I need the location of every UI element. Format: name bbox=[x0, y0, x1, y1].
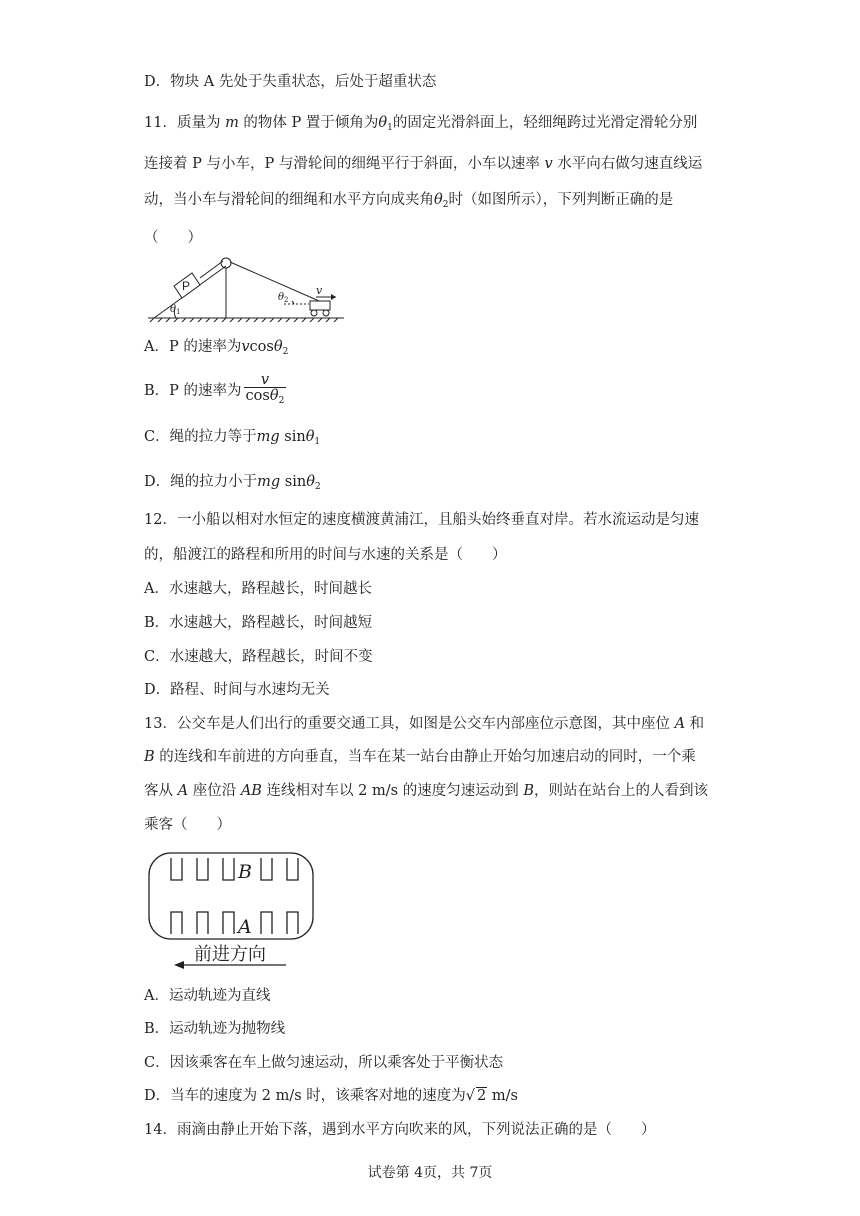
q13-line-2: B 的连线和车前进的方向垂直，当车在某一站台由静止开始匀加速启动的同时，一个乘 bbox=[144, 749, 696, 765]
q12-line-1: 12．一小船以相对水恒定的速度横渡黄浦江，且船头始终垂直对岸。若水流运动是匀速 bbox=[144, 512, 699, 528]
q11-option-b: B．P 的速率为 $\frac{v}{\cos\theta_2}$ bbox=[144, 373, 286, 409]
q13-line-1: 13．公交车是人们出行的重要交通工具，如图是公交车内部座位示意图，其中座位 A 和 bbox=[144, 716, 705, 732]
q12-line-2: 的，船渡江的路程和所用的时间与水速的关系是（ ） bbox=[144, 547, 507, 563]
q12-option-c: C．水速越大，路程越长，时间不变 bbox=[144, 649, 373, 665]
page-footer: 试卷第 4页，共 7页 bbox=[367, 1165, 493, 1181]
q13-option-d: D．当车的速度为 2 m/s 时，该乘客对地的速度为√ 2 m/s bbox=[144, 1088, 518, 1104]
q13-line-4: 乘客（ ） bbox=[144, 817, 231, 833]
q11-option-d: D．绳的拉力小于mg sinθ$_2$ bbox=[144, 474, 321, 492]
q13-option-c: C．因该乘客在车上做匀速运动，所以乘客处于平衡状态 bbox=[144, 1055, 504, 1071]
theta2-label: $\theta_2$ bbox=[278, 292, 289, 304]
q11-line-4: （ ） bbox=[144, 230, 202, 246]
seat-a-label: A bbox=[238, 916, 252, 938]
cart bbox=[310, 301, 330, 310]
q13-option-a: A．运动轨迹为直线 bbox=[144, 988, 271, 1004]
q13-line-3: 客从 A 座位沿 AB 连线相对车以 2 m/s 的速度匀速运动到 B，则站在站台上的人看到该 bbox=[144, 783, 708, 799]
block-p-label: P bbox=[182, 279, 191, 293]
q11-line-3: 动，当小车与滑轮间的细绳和水平方向成夹角$\theta_2$时（如图所示），下列判断正确的是 bbox=[144, 192, 674, 210]
q11-option-c: C．绳的拉力等于mg sinθ$_1$ bbox=[144, 429, 321, 447]
bus-outline bbox=[149, 853, 313, 939]
q10-option-d: D．物块 A 先处于失重状态，后处于超重状态 bbox=[144, 74, 437, 90]
q13-bus-figure bbox=[146, 850, 318, 974]
q11-line-2: 连接着 P 与小车，P 与滑轮间的细绳平行于斜面，小车以速率 v 水平向右做匀速直线运 bbox=[144, 156, 703, 172]
theta1-label: $\theta_1$ bbox=[170, 304, 181, 316]
q11-incline-figure bbox=[144, 252, 349, 324]
q14-line-1: 14．雨滴由静止开始下落，遇到水平方向吹来的风，下列说法正确的是（ ） bbox=[144, 1122, 656, 1138]
q13-option-b: B．运动轨迹为抛物线 bbox=[144, 1021, 286, 1037]
q11-option-a: A．P 的速率为vcosθ$_2$ bbox=[144, 339, 289, 357]
direction-label: 前进方向 bbox=[194, 944, 266, 965]
velocity-label: v bbox=[316, 284, 323, 297]
seat-b-label: B bbox=[238, 861, 252, 883]
q12-option-b: B．水速越大，路程越长，时间越短 bbox=[144, 615, 373, 631]
q12-option-a: A．水速越大，路程越长，时间越长 bbox=[144, 581, 372, 597]
q12-option-d: D．路程、时间与水速均无关 bbox=[144, 682, 330, 698]
direction-arrow bbox=[174, 961, 184, 969]
q11-line-1: 11．质量为 m 的物体 P 置于倾角为$\theta_1$的固定光滑斜面上，轻细绳跨过光滑定滑轮分别 bbox=[144, 115, 698, 133]
